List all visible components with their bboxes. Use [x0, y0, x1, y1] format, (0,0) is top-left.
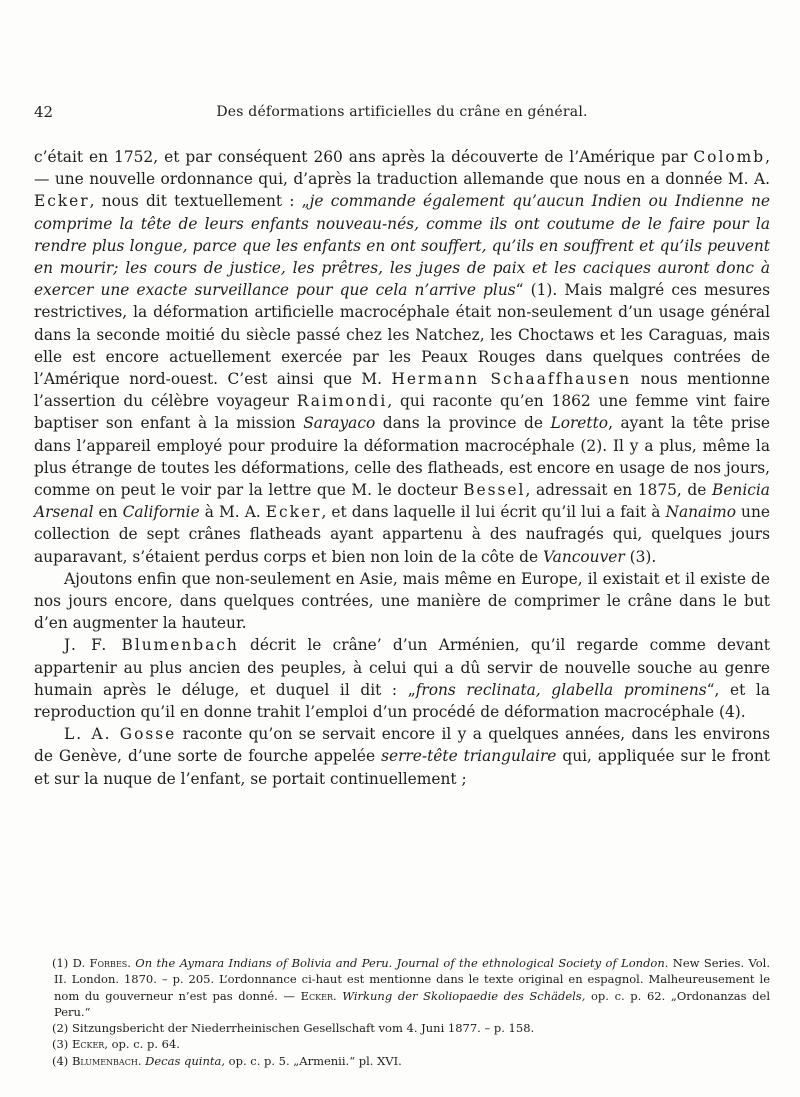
footnote	[34, 955, 770, 1020]
text-run: décrit le crâne’ d’un Arménien, qu’il regarde comme devant appartenir au plus ancien des peuples, à celui qui a dû servir de nouvelle souche au genre humain après le déluge, et duquel il dit : „	[34, 636, 770, 699]
author-name: Blumenbach	[71, 1053, 138, 1068]
text-run: (3)	[52, 1037, 72, 1052]
text-run: (2) Sitzungsbericht der Niederrheinischen Gesellschaft vom 4. Juni 1877. – p. 158.	[52, 1021, 535, 1036]
text-run: op. c. p. 62. „Ordonanzas del Peru.“	[54, 988, 771, 1019]
text-run: , — une nouvelle ordonnance qui, d’après la traduction allemande que nous en a donnée M. A.	[34, 148, 770, 189]
text-run: à M. A.	[199, 503, 266, 522]
spaced-name: Bessel	[463, 481, 526, 500]
text-run: (4)	[52, 1053, 72, 1068]
page-number: 42	[34, 103, 54, 121]
italic-text: Wirkung der Skoliopaedie des Schädels,	[342, 988, 586, 1003]
text-run: “, et la reproduction qu’il en donne trahit l’emploi d’un procédé de déformation macrocéphale (4).	[34, 680, 771, 722]
footnote	[34, 1020, 770, 1036]
italic-text: Vancouver	[542, 547, 625, 566]
text-run: en	[93, 503, 123, 522]
spaced-name: Ecker	[265, 503, 322, 522]
italic-text: je commande également qu’aucun Indien ou Indienne ne comprime la tête de leurs enfants nouveau-nés, comme ils ont coutume de le faire pour la rendre plus longue, parce que les enfants en ont souffert, qu’ils en souffrent et qu’ils peuvent en mourir; les cours de justice, les prêtres, les juges de paix et les caciques auront donc à exercer une exacte surveillance pour que cela n’arrive plus	[34, 192, 770, 300]
page-header	[34, 103, 770, 123]
text-run: “ (1). Mais malgré ces mesures restrictives, la déformation artificielle macrocéphale était non-seulement d’un usage général dans la seconde moitié du siècle passé chez les Natchez, les Choctaws et les Caraguas, mais elle est encore actuellement exercée par les Peaux Rouges dans quelques contrées de l’Amérique nord-ouest. C’est ainsi que M.	[34, 281, 770, 389]
text-run: dans la province de	[375, 414, 551, 433]
spaced-name: Ecker	[34, 192, 90, 211]
text-run: (1) D.	[52, 956, 90, 970]
footnote	[34, 1036, 770, 1052]
text-run: , op. c. p. 64.	[104, 1037, 180, 1052]
footnotes	[34, 955, 770, 1069]
text-run: .	[137, 1053, 146, 1068]
author-name: Ecker	[71, 1037, 105, 1052]
italic-text: Nanaimo	[665, 503, 736, 522]
italic-text: frons reclinata, glabella prominens	[415, 680, 707, 699]
spaced-name: Hermann Schaaffhausen	[391, 370, 632, 389]
italic-text: On the Aymara Indians of Bolivia and Peru. Journal of the ethnological Society of London.	[135, 956, 669, 970]
text-run: Ajoutons enfin que non-seulement en Asie, mais même en Europe, il existait et il existe de nos jours encore, dans quelques contrées, une manière de comprimer le crâne dans le but d’en augmenter la hauteur.	[34, 569, 770, 633]
text-run: , ayant la tête prise dans l’appareil employé pour produire la déformation macrocéphale (2). Il y a plus, même la plus étrange de toutes les déformations, celle des flatheads, est encore en usage de nos jours, comme on peut le voir par la lettre que M. le docteur	[34, 414, 770, 500]
text-run: New Series. Vol. II. London. 1870. – p. 205. L’ordonnance ci-haut est mentionne dans le texte original en espagnol. Malheureusement le nom du gouverneur n’est pas donné. —	[54, 956, 770, 1003]
paragraph	[34, 146, 770, 568]
spaced-name: J. F. Blumenbach	[64, 636, 239, 655]
text-run: , et dans laquelle il lui écrit qu’il lui a fait à	[321, 503, 666, 522]
text-run: , adressait en 1875, de	[525, 481, 713, 500]
author-name: Forbes	[89, 956, 128, 970]
italic-text: Decas quinta,	[145, 1053, 225, 1068]
text-run: raconte qu’on se servait encore il y a quelques années, dans les environs de Genève, d’une sorte de fourche appelée	[34, 725, 770, 766]
spaced-name: L. A. Gosse	[64, 725, 177, 744]
text-run: une collection de sept crânes flatheads ayant appartenu à des naufragés qui, quelques jours auparavant, s’étaient perdus corps et bien non loin de la côte de	[34, 503, 770, 566]
text-run: .	[332, 988, 343, 1003]
spaced-name: Colomb	[693, 148, 766, 166]
italic-text: Loretto	[550, 414, 609, 433]
author-name: Ecker	[300, 988, 333, 1003]
running-head: Des déformations artificielles du crâne en général.	[216, 104, 588, 120]
paragraph	[34, 634, 770, 723]
text-run: qui, appliquée sur le front et sur la nuque de l’enfant, se portait continuellement ;	[34, 747, 770, 788]
text-run: (3).	[624, 547, 657, 566]
paragraph	[34, 568, 770, 635]
footnote	[34, 1053, 770, 1069]
italic-text: Californie	[122, 503, 200, 522]
body-text	[34, 146, 770, 790]
text-run: op. c. p. 5. „Armenii.“ pl. XVI.	[225, 1053, 402, 1068]
paragraph	[34, 723, 770, 790]
italic-text: serre-tête triangulaire	[381, 747, 557, 766]
italic-text: Benicia Arsenal	[34, 481, 770, 522]
text-run: , qui raconte qu’en 1862 une femme vint faire baptiser son enfant à la mission	[34, 392, 770, 433]
text-run: , nous dit textuellement : „	[89, 192, 310, 211]
text-run: c’était en 1752, et par conséquent 260 ans après la découverte de l’Amérique par	[34, 148, 694, 166]
spaced-name: Raimondi	[296, 392, 388, 411]
italic-text: Sarayaco	[303, 414, 376, 433]
text-run: .	[127, 956, 136, 970]
text-run: nous mentionne l’assertion du célèbre voyageur	[34, 370, 770, 411]
